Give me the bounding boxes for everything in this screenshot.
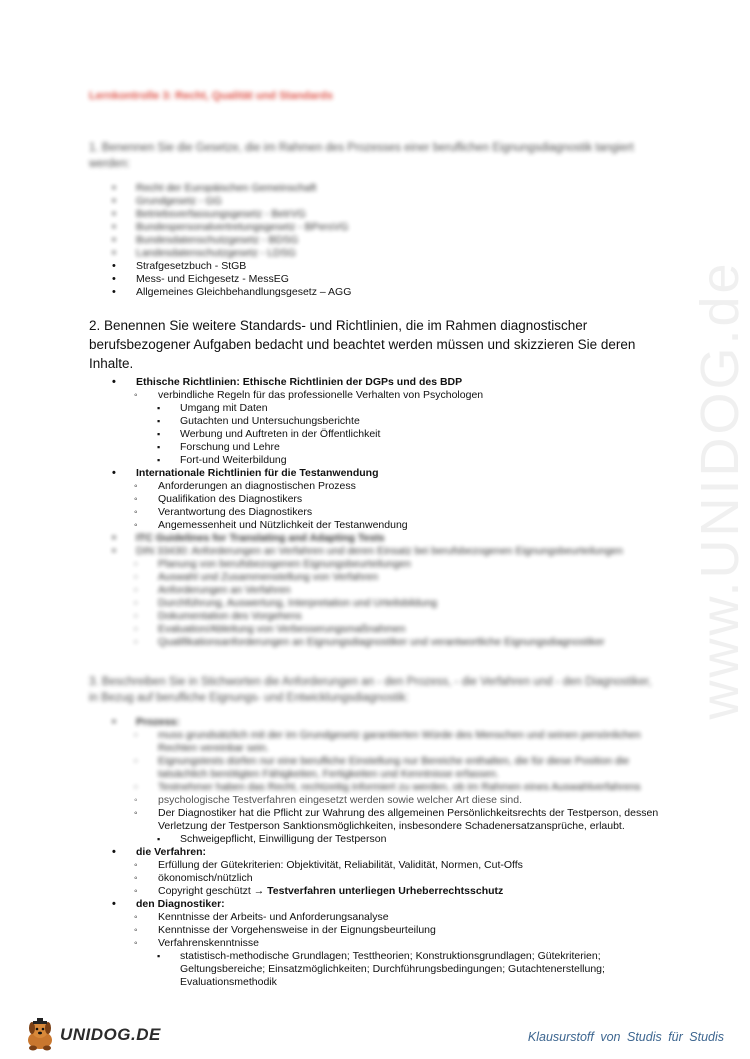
- list-item: • Recht der Europäischen Gemeinschaft: [112, 182, 672, 195]
- list-item: • Landesdatenschutzgesetz - LDSG: [112, 247, 672, 260]
- list-item: ◦ Kenntnisse der Arbeits- und Anforderungsanalyse: [112, 911, 672, 924]
- question-2: 2. Benennen Sie weitere Standards- und Richtlinien, die im Rahmen diagnostischer berufsbezogener Aufgaben bedacht und beachtet werden müssen und skizzieren Sie deren Inhalte.: [89, 318, 636, 371]
- list-item: ▪ statistisch-methodische Grundlagen; Testtheorien; Konstruktionsgrundlagen; Gütekriterien; Geltungsbereiche; Einsatzmöglichkeiten; Durchführungsbedingungen; Gutachtenerstellung; Evaluationsmethodik: [112, 950, 672, 989]
- list-item: • Allgemeines Gleichbehandlungsgesetz – AGG: [112, 286, 672, 299]
- list-item: • Strafgesetzbuch - StGB: [112, 260, 672, 273]
- section-heading: • die Verfahren:: [112, 846, 672, 859]
- list-item: • Bundesdatenschutzgesetz - BDSG: [112, 234, 672, 247]
- list-item: ◦ Evaluation/Ableitung von Verbesserungsmaßnahmen: [112, 623, 672, 636]
- section-heading: • den Diagnostiker:: [112, 898, 672, 911]
- list-item-continued: [112, 794, 672, 807]
- list-item: ◦ Anforderungen an Verfahren: [112, 584, 672, 597]
- list-item: ◦ Verfahrenskenntnisse: [112, 937, 672, 950]
- section-heading: • DIN 33430: Anforderungen an Verfahren und deren Einsatz bei berufsbezogenen Eignungsbeurteilungen: [112, 545, 672, 558]
- list-item: ◦ Qualifikation des Diagnostikers: [112, 493, 672, 506]
- list-item: • Betriebsverfassungsgesetz - BetrVG: [112, 208, 672, 221]
- list-item: ◦ ökonomisch/nützlich: [112, 872, 672, 885]
- logo-text: UNIDOG.DE: [60, 1025, 161, 1044]
- list-item: ◦ muss grundsätzlich mit der im Grundgesetz garantierten Würde des Menschen und seinen persönlichen Rechten vereinbar sein.: [112, 729, 672, 755]
- continued-text: psychologische Testverfahren eingesetzt werden sowie welcher Art diese sind.: [158, 794, 523, 806]
- laws-list: [112, 182, 672, 299]
- list-item: ◦ Eignungstests dürfen nur eine berufliche Einstellung nur Bereiche enthalten, die für diese Position die tatsächlich benötigten Fähigkeiten, Fertigkeiten und Kenntnisse erfassen.: [112, 755, 672, 781]
- list-item: ◦ Erfüllung der Gütekriterien: Objektivität, Reliabilität, Validität, Normen, Cut-Offs: [112, 859, 672, 872]
- list-item: • Bundespersonalvertretungsgesetz - BPersVG: [112, 221, 672, 234]
- question-1: 1. Benennen Sie die Gesetze, die im Rahmen des Prozesses einer beruflichen Eignungsdiagnostik tangiert werden:: [89, 142, 634, 170]
- list-item: ▪ Umgang mit Daten: [112, 402, 672, 415]
- watermark: www.UNIDOG.de: [690, 260, 750, 720]
- list-item: • Mess- und Eichgesetz - MessEG: [112, 273, 672, 286]
- question-3: 3. Beschreiben Sie in Stichworten die Anforderungen an - den Prozess, - die Verfahren und - den Diagnostiker, in Bezug auf berufliche Eignungs- und Entwicklungsdiagnostik:: [89, 676, 652, 704]
- list-item: ▪ Gutachten und Untersuchungsberichte: [112, 415, 672, 428]
- list-item: ◦ Dokumentation des Vorgehens: [112, 610, 672, 623]
- document-title: Lernkontrolle 3: Recht, Qualität und Standards: [89, 90, 333, 102]
- list-item: ◦ Der Diagnostiker hat die Pflicht zur Wahrung des allgemeinen Persönlichkeitsrechts der Testperson, dessen Verletzung der Testperson Sanktionsmöglichkeiten, insbesondere Schadenersatzansprüche, erlaubt.: [112, 807, 672, 833]
- list-item: ◦ Anforderungen an diagnostischen Prozess: [112, 480, 672, 493]
- list-item: ◦ Durchführung, Auswertung, Interpretation und Urteilsbildung: [112, 597, 672, 610]
- section-heading: • Ethische Richtlinien: Ethische Richtlinien der DGPs und des BDP: [112, 376, 672, 389]
- list-item: ▪ Forschung und Lehre: [112, 441, 672, 454]
- copyright-bold: Testverfahren unterliegen Urheberrechtsschutz: [267, 885, 504, 897]
- section-heading: • ITC Guidelines for Translating and Adapting Tests: [112, 532, 672, 545]
- footer-tagline: Klausurstoff von Studis für Studis: [527, 1030, 724, 1044]
- list-item: ▪ Schweigepflicht, Einwilligung der Testperson: [112, 833, 672, 846]
- section-heading: • Prozess:: [112, 716, 672, 729]
- list-item: ▪ Werbung und Auftreten in der Öffentlichkeit: [112, 428, 672, 441]
- dog-mascot-icon: [22, 1018, 58, 1052]
- list-item: [112, 885, 672, 898]
- footer-logo[interactable]: [22, 1018, 161, 1052]
- list-item: ◦ Testnehmer haben das Recht, rechtzeitig informiert zu werden, ob im Rahmen eines Auswahlverfahrens: [112, 781, 672, 794]
- list-item: ◦ verbindliche Regeln für das professionelle Verhalten von Psychologen: [112, 389, 672, 402]
- standards-list: [112, 376, 672, 649]
- list-item: ◦ Angemessenheit und Nützlichkeit der Testanwendung: [112, 519, 672, 532]
- section-heading: • Internationale Richtlinien für die Testanwendung: [112, 467, 672, 480]
- list-item: • Grundgesetz - GG: [112, 195, 672, 208]
- list-item: ◦ Auswahl und Zusammenstellung von Verfahren: [112, 571, 672, 584]
- list-item: ▪ Fort-und Weiterbildung: [112, 454, 672, 467]
- copyright-prefix: Copyright geschützt →: [158, 885, 268, 897]
- requirements-list: [112, 716, 672, 989]
- list-item: ◦ Verantwortung des Diagnostikers: [112, 506, 672, 519]
- list-item: ◦ Kenntnisse der Vorgehensweise in der Eignungsbeurteilung: [112, 924, 672, 937]
- list-item: ◦ Planung von berufsbezogenen Eignungsbeurteilungen: [112, 558, 672, 571]
- list-item: ◦ Qualifikationsanforderungen an Eignungsdiagnostiker und verantwortliche Eignungsdiagnostiker: [112, 636, 672, 649]
